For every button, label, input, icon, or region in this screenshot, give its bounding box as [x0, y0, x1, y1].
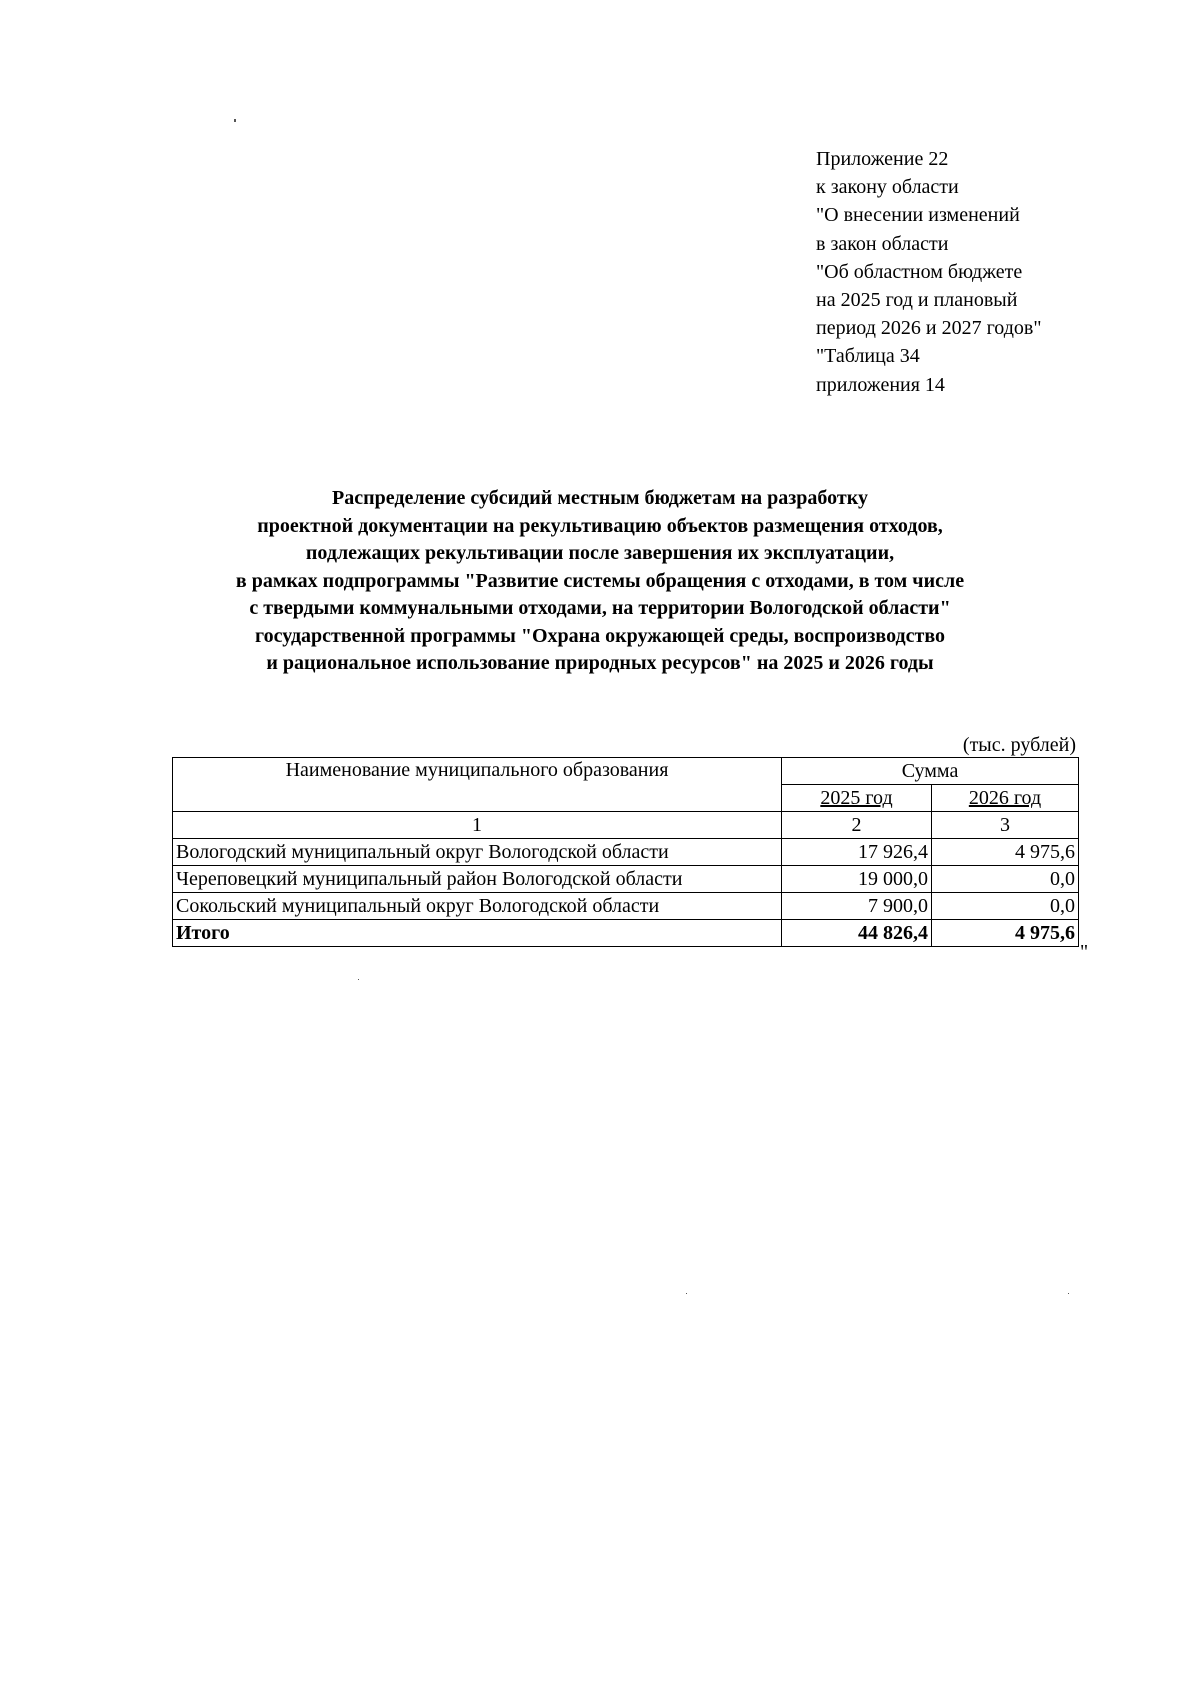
municipality-name: Вологодский муниципальный округ Вологодской области [173, 839, 782, 866]
municipality-name: Сокольский муниципальный округ Вологодской области [173, 893, 782, 920]
total-2025: 44 826,4 [782, 920, 932, 947]
amount-2025: 19 000,0 [782, 866, 932, 893]
scan-speck [358, 979, 359, 980]
table-row [173, 893, 1079, 920]
units-label: (тыс. рублей) [962, 734, 1076, 756]
header-year-2026 [932, 785, 1079, 812]
scan-speck [686, 1293, 687, 1294]
title-line: государственной программы "Охрана окружающей среды, воспроизводство [255, 624, 945, 647]
header-sum: Сумма [782, 758, 1079, 785]
amount-2026: 0,0 [932, 866, 1079, 893]
appendix-line: приложения 14 [816, 373, 945, 396]
amount-2025: 7 900,0 [782, 893, 932, 920]
header-year-2025 [782, 785, 932, 812]
closing-quote: " [1080, 941, 1089, 963]
table-row [173, 839, 1079, 866]
title-line: в рамках подпрограммы "Развитие системы обращения с отходами, в том числе [235, 569, 965, 592]
appendix-line: в закон области [816, 232, 949, 255]
appendix-line: "О внесении изменений [816, 204, 1020, 227]
title-line: Распределение субсидий местным бюджетам на разработку [332, 487, 868, 509]
total-2026: 4 975,6 [932, 920, 1079, 947]
amount-2026: 4 975,6 [932, 839, 1079, 866]
title-line: и рациональное использование природных ресурсов" на 2025 и 2026 годы [266, 652, 934, 674]
scan-speck [1068, 1293, 1069, 1294]
column-number: 2 [782, 812, 932, 839]
appendix-line: период 2026 и 2027 годов" [816, 317, 1042, 340]
appendix-line: "Об областном бюджете [816, 260, 1023, 283]
header-name: Наименование муниципального образования [173, 758, 782, 812]
amount-2026: 0,0 [932, 893, 1079, 920]
header-year-2026-label: 2026 год [968, 787, 1042, 809]
table-header-row [173, 758, 1079, 785]
appendix-line: "Таблица 34 [816, 345, 920, 368]
column-number: 3 [932, 812, 1079, 839]
amount-2025: 17 926,4 [782, 839, 932, 866]
header-year-2025-label: 2025 год [820, 787, 893, 809]
scan-speck [234, 119, 236, 122]
municipality-name: Череповецкий муниципальный район Вологодской области [173, 866, 782, 893]
appendix-line: на 2025 год и плановый [816, 289, 1018, 312]
total-label: Итого [173, 920, 782, 947]
table-numbering-row [173, 812, 1079, 839]
subsidy-table [172, 757, 1079, 947]
appendix-line: Приложение 22 [816, 148, 949, 170]
title-line: проектной документации на рекультивацию объектов размещения отходов, [257, 514, 943, 537]
table-total-row [173, 920, 1079, 947]
appendix-line: к закону области [816, 176, 959, 199]
column-number: 1 [173, 812, 782, 839]
table-row [173, 866, 1079, 893]
document-title [150, 485, 1050, 678]
title-line: с твердыми коммунальными отходами, на территории Вологодской области" [249, 597, 951, 619]
title-line: подлежащих рекультивации после завершения их эксплуатации, [305, 542, 895, 564]
appendix-reference [816, 145, 1156, 399]
